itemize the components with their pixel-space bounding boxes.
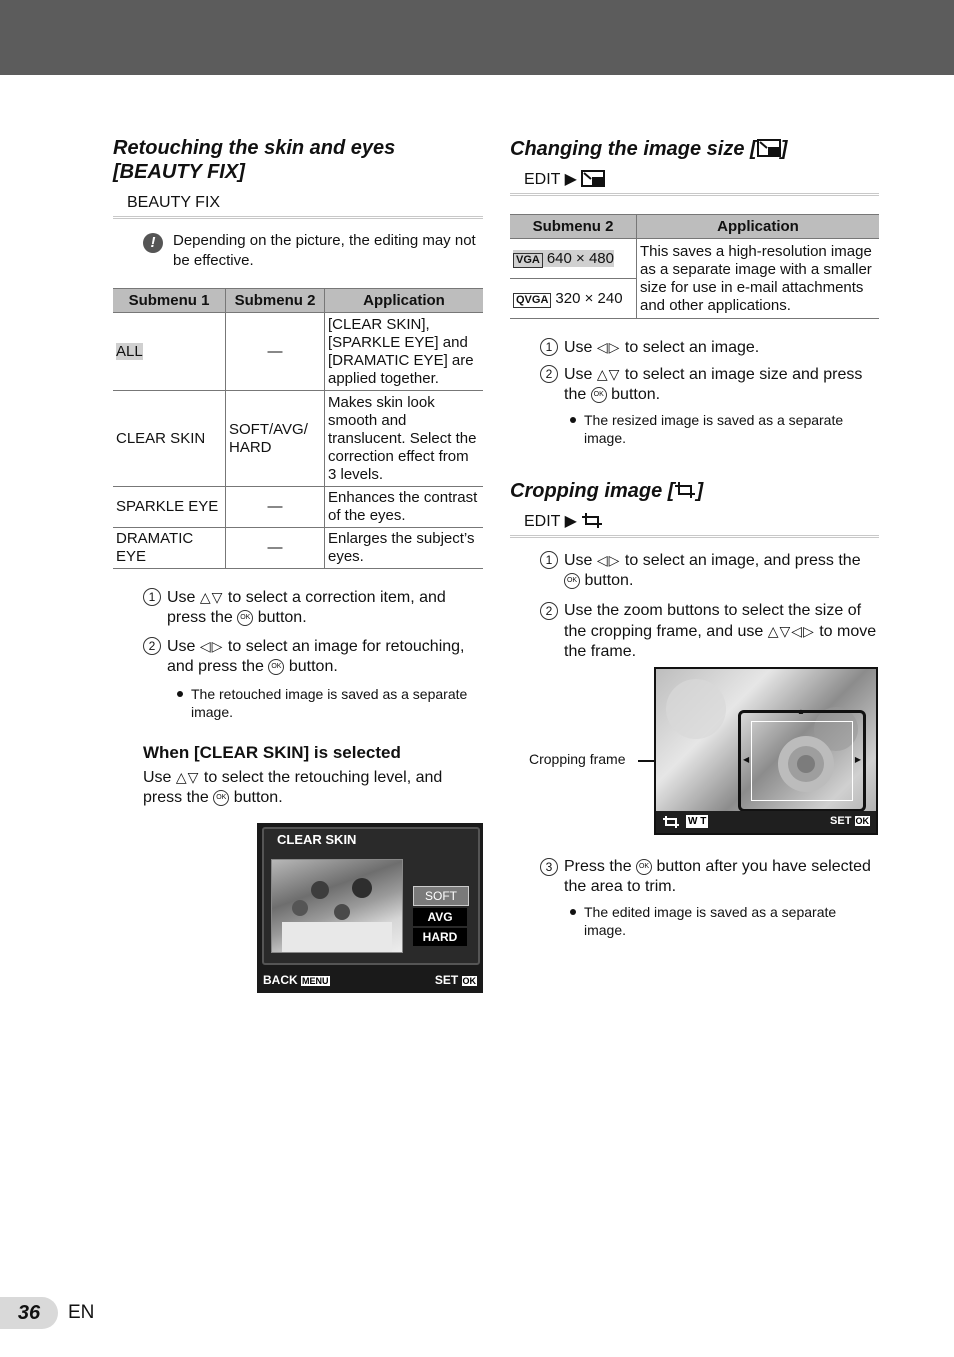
table-header-row bbox=[113, 289, 483, 313]
ok-button-icon: OK bbox=[213, 790, 229, 806]
step-text bbox=[564, 601, 879, 662]
steps bbox=[113, 587, 483, 808]
step-text-a: Use the zoom buttons to select the size of the cropping frame, and use bbox=[564, 602, 862, 640]
bullet-note bbox=[540, 411, 879, 447]
table-row bbox=[113, 528, 483, 569]
header-submenu1: Submenu 1 bbox=[113, 289, 226, 313]
crop-status-bar bbox=[656, 811, 876, 833]
step-text-c: button. bbox=[288, 658, 338, 675]
step-text bbox=[564, 550, 879, 591]
step-text-b: to move the frame. bbox=[564, 623, 877, 660]
sub-text-b: to select the retouching level, and press the bbox=[143, 769, 443, 806]
cropping-frame[interactable] bbox=[738, 707, 866, 812]
title-text: Cropping image [ bbox=[510, 480, 675, 502]
caution-note bbox=[113, 231, 483, 271]
cell-application: Makes skin look smooth and translucent. Select the correction effect from 3 levels. bbox=[325, 391, 484, 487]
page-number: 36 bbox=[0, 1297, 58, 1329]
step-number: 1 bbox=[540, 338, 558, 356]
ok-button-icon: OK bbox=[855, 816, 869, 826]
bullet-dot bbox=[570, 909, 576, 915]
step-text-a: Use bbox=[167, 638, 196, 655]
back-label: BACK bbox=[263, 973, 298, 987]
beauty-fix-table bbox=[113, 288, 483, 569]
sub-heading: When [CLEAR SKIN] is selected bbox=[143, 743, 401, 762]
caution-text: Depending on the picture, the editing may not be effective. bbox=[173, 232, 476, 269]
cell-application: Enhances the contrast of the eyes. bbox=[325, 487, 484, 528]
title-end: ] bbox=[780, 138, 788, 160]
crop-step-3-block bbox=[540, 851, 879, 939]
step-text-c: button. bbox=[611, 386, 661, 403]
crop-icon bbox=[581, 512, 603, 529]
sub-text-c: button. bbox=[233, 789, 283, 806]
step-text bbox=[167, 636, 483, 677]
step-number: 2 bbox=[540, 365, 558, 383]
ok-button-icon: OK bbox=[591, 387, 607, 403]
set-label: SET bbox=[830, 815, 852, 827]
size-640: 640 × 480 bbox=[546, 249, 614, 267]
step-text-c: button. bbox=[257, 609, 307, 626]
cell-submenu2: — bbox=[226, 528, 325, 569]
right-column bbox=[510, 137, 879, 662]
header-application: Application bbox=[637, 215, 880, 239]
arrow-left-icon: ◀ bbox=[743, 755, 750, 764]
step-text-a: Press the bbox=[564, 858, 632, 875]
step-2 bbox=[540, 601, 879, 662]
table-row bbox=[113, 391, 483, 487]
four-way-arrows-icon: △▽◁▷ bbox=[767, 623, 815, 639]
step-text bbox=[564, 857, 879, 897]
section-title-resize bbox=[510, 137, 879, 161]
resize-table bbox=[510, 214, 879, 319]
bullet-note bbox=[540, 903, 879, 939]
set-control bbox=[830, 815, 870, 827]
step-text bbox=[167, 587, 483, 628]
crop-icon bbox=[662, 815, 680, 829]
cell-submenu1: DRAMATIC EYE bbox=[113, 528, 226, 569]
left-right-arrows-icon: ◁▷ bbox=[596, 552, 621, 568]
highlight-all: ALL bbox=[116, 342, 143, 360]
arrow-up-icon: ▲ bbox=[797, 707, 805, 716]
left-column bbox=[113, 136, 483, 808]
set-label: SET bbox=[434, 973, 459, 987]
family-photo-illustration bbox=[272, 860, 402, 952]
step-number: 3 bbox=[540, 858, 558, 876]
step-text-a: Use bbox=[564, 339, 593, 356]
menu-path bbox=[510, 169, 879, 191]
step-text-b: to select a correction item, and press the bbox=[167, 589, 446, 626]
bullet-dot bbox=[570, 417, 576, 423]
cell-submenu2: — bbox=[226, 487, 325, 528]
sub-text bbox=[143, 767, 483, 808]
step-number: 1 bbox=[540, 551, 558, 569]
crop-label: Cropping frame bbox=[529, 751, 626, 767]
step-text-b: to select an image for retouching, and press the bbox=[167, 638, 465, 675]
step-text-c: button. bbox=[584, 572, 634, 589]
step-1 bbox=[540, 337, 879, 358]
title-end: ] bbox=[696, 480, 704, 502]
ok-button-icon: OK bbox=[462, 976, 476, 986]
bullet-dot bbox=[177, 691, 183, 697]
divider bbox=[113, 216, 483, 219]
step-number: 1 bbox=[143, 588, 161, 606]
title-text: Changing the image size [ bbox=[510, 138, 757, 160]
step-text bbox=[564, 337, 759, 358]
highlight-vga bbox=[513, 250, 614, 267]
step-text-b: button after you have selected the area to trim. bbox=[564, 858, 871, 895]
resize-icon bbox=[581, 170, 605, 187]
header-submenu2: Submenu 2 bbox=[510, 215, 637, 239]
cell-submenu1: SPARKLE EYE bbox=[113, 487, 226, 528]
step-number: 2 bbox=[540, 602, 558, 620]
step-number: 2 bbox=[143, 637, 161, 655]
back-control bbox=[263, 973, 330, 987]
header-application: Application bbox=[325, 289, 484, 313]
size-320: 320 × 240 bbox=[555, 289, 623, 307]
cropping-frame-inner bbox=[751, 721, 853, 801]
sub-text-a: Use bbox=[143, 769, 172, 786]
menu-path bbox=[510, 511, 879, 533]
ok-button-icon: OK bbox=[564, 573, 580, 589]
section-title-beauty-fix: Retouching the skin and eyes [BEAUTY FIX] bbox=[113, 137, 396, 183]
header-submenu2: Submenu 2 bbox=[226, 289, 325, 313]
resize-icon bbox=[757, 139, 781, 157]
cell-application: Enlarges the subject’s eyes. bbox=[325, 528, 484, 569]
table-row bbox=[113, 487, 483, 528]
section-title-crop bbox=[510, 479, 879, 503]
set-control bbox=[435, 973, 477, 987]
screen-title: CLEAR SKIN bbox=[277, 832, 357, 847]
cell-submenu2 bbox=[510, 239, 637, 279]
crop-icon bbox=[674, 481, 696, 499]
menu-button-icon: MENU bbox=[302, 976, 329, 986]
menu-path: BEAUTY FIX bbox=[127, 194, 221, 211]
cell-submenu1 bbox=[113, 313, 226, 391]
qvga-icon: QVGA bbox=[513, 293, 551, 308]
step-text-b: to select an image. bbox=[624, 339, 760, 356]
arrow-right-icon: ▶ bbox=[854, 755, 861, 764]
option-soft[interactable]: SOFT bbox=[413, 886, 469, 906]
screen-photo bbox=[271, 859, 403, 953]
cell-submenu2 bbox=[510, 279, 637, 319]
table-row bbox=[113, 313, 483, 391]
cell-submenu1: CLEAR SKIN bbox=[113, 391, 226, 487]
step-text-b: to select an image size and press the bbox=[564, 366, 863, 403]
menu-path-label: EDIT bbox=[524, 171, 561, 188]
step-text bbox=[564, 364, 879, 405]
step-2 bbox=[540, 364, 879, 405]
step-2 bbox=[143, 636, 483, 677]
table-row bbox=[510, 239, 879, 279]
step-text-b: to select an image, and press the bbox=[624, 552, 861, 569]
left-right-arrows-icon: ◁▷ bbox=[596, 339, 621, 355]
ok-button-icon: OK bbox=[237, 610, 253, 626]
cell-application: This saves a high-resolution image as a separate image with a smaller size for use in e-mail attachments and other applications. bbox=[637, 239, 880, 319]
step-text-a: Use bbox=[564, 366, 593, 383]
left-right-arrows-icon: ◁▷ bbox=[199, 638, 224, 654]
play-arrow-icon: ▶ bbox=[564, 171, 577, 188]
option-hard[interactable]: HARD bbox=[413, 928, 467, 946]
crop-steps bbox=[510, 550, 879, 662]
bullet-text: The resized image is saved as a separate image. bbox=[584, 412, 844, 446]
step-3 bbox=[540, 857, 879, 897]
up-down-arrows-icon: △▽ bbox=[596, 366, 621, 382]
divider bbox=[510, 535, 879, 538]
top-banner bbox=[0, 0, 954, 75]
step-1 bbox=[143, 587, 483, 628]
cell-submenu2: SOFT/AVG/ HARD bbox=[226, 391, 325, 487]
zoom-wt-icon: W T bbox=[688, 816, 707, 827]
cell-submenu2: — bbox=[226, 313, 325, 391]
resize-steps bbox=[510, 337, 879, 447]
bullet-note bbox=[143, 685, 483, 721]
menu-path-label: EDIT bbox=[524, 513, 561, 530]
step-text-a: Use bbox=[167, 589, 196, 606]
ok-button-icon: OK bbox=[636, 859, 652, 875]
cell-application: [CLEAR SKIN], [SPARKLE EYE] and [DRAMATIC EYE] are applied together. bbox=[325, 313, 484, 391]
step-text-a: Use bbox=[564, 552, 593, 569]
up-down-arrows-icon: △▽ bbox=[175, 769, 200, 785]
caution-icon: ! bbox=[143, 233, 163, 253]
crop-screen bbox=[654, 667, 878, 835]
table-header-row bbox=[510, 215, 879, 239]
clear-skin-screen bbox=[257, 823, 483, 993]
page-language: EN bbox=[68, 1302, 95, 1323]
bullet-text: The retouched image is saved as a separate image. bbox=[191, 686, 468, 720]
step-1 bbox=[540, 550, 879, 591]
divider bbox=[510, 193, 879, 196]
vga-icon: VGA bbox=[513, 253, 543, 268]
bullet-text: The edited image is saved as a separate image. bbox=[584, 904, 837, 938]
ok-button-icon: OK bbox=[268, 659, 284, 675]
option-avg[interactable]: AVG bbox=[413, 908, 467, 926]
play-arrow-icon: ▶ bbox=[564, 513, 577, 530]
up-down-arrows-icon: △▽ bbox=[199, 589, 224, 605]
